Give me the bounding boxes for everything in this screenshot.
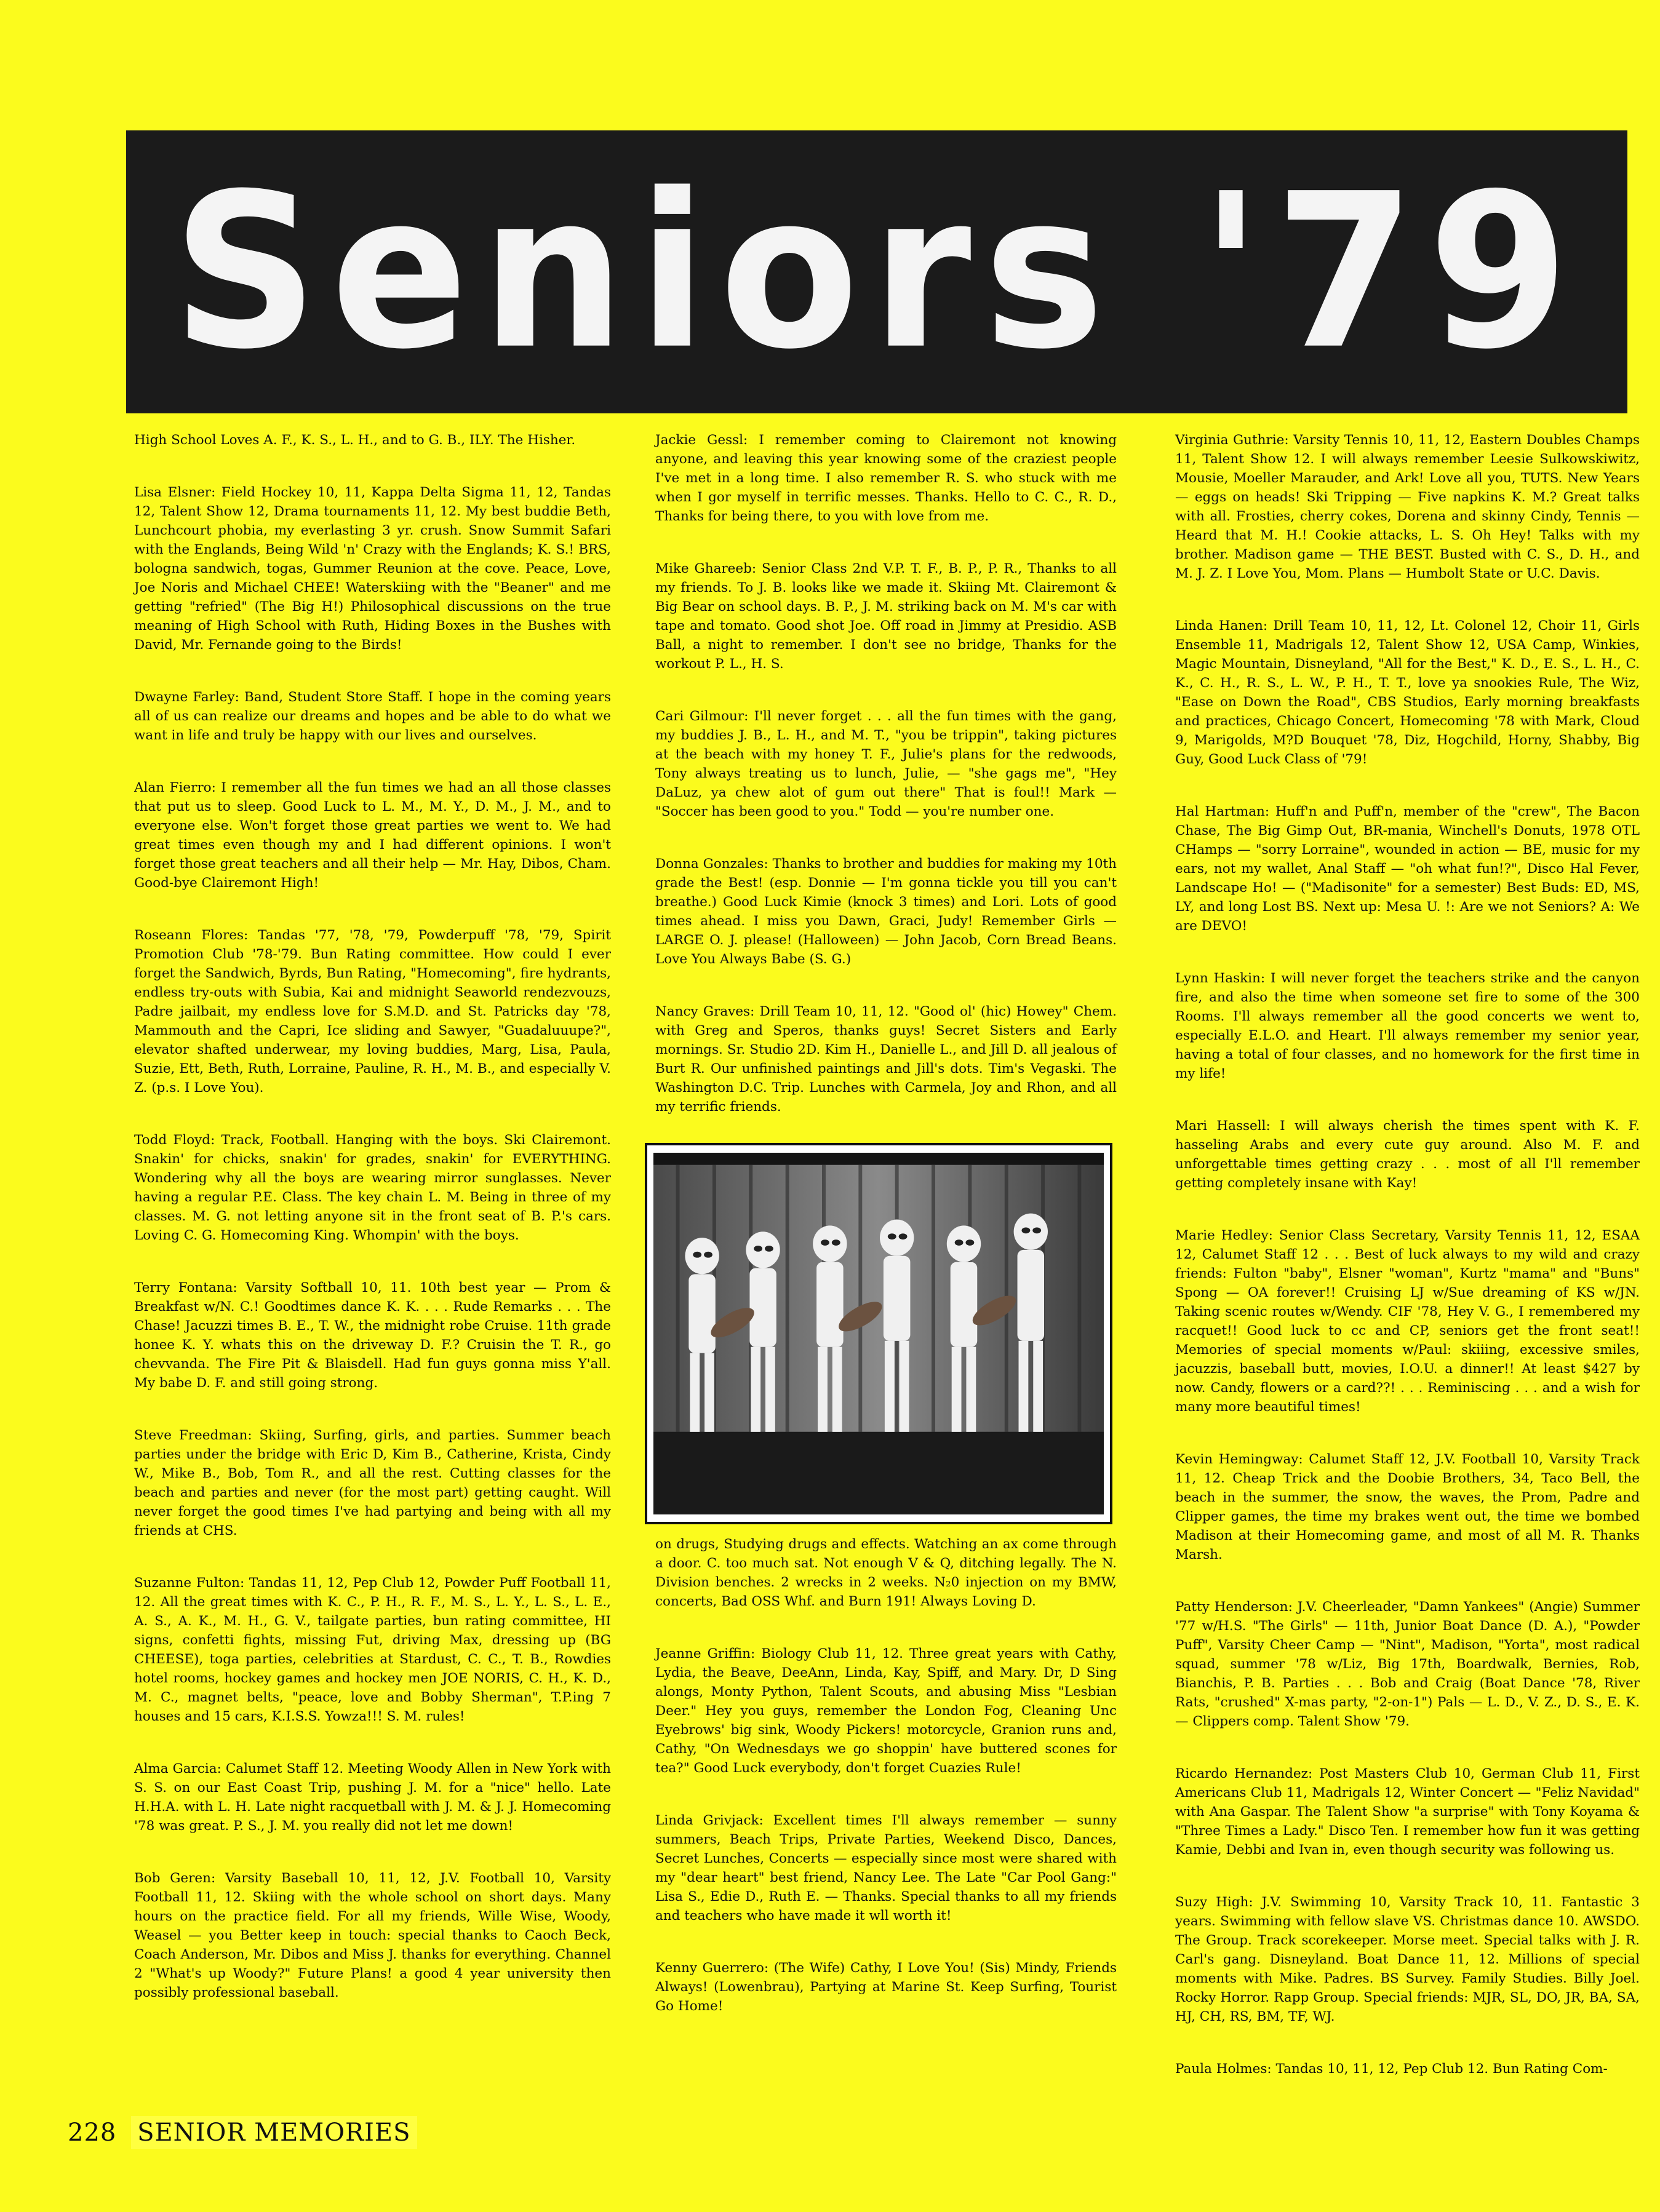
memory-entry: Ricardo Hernandez: Post Masters Club 10, German Club 11, First Americans Club 11, Madrigals 12, Winter Concert — "Feliz Navidad" with Ana Gaspar. The Talent Show "a surprise" with Tony Koyama & "Three Times a Lady." Disco Ten. I remember how fun it was getting Kamie, Debbi and Ivan in, even though security was following us. — [1175, 1766, 1640, 1858]
memory-entry: Virginia Guthrie: Varsity Tennis 10, 11, 12, Eastern Doubles Champs 11, Talent Show 12. I will always remember Leesie Sulkowskiwitz, Mousie, Moeller Marauder, and Ark! Love all you, TUTS. New Years — eggs on heads! Ski Tripping — Five napkins K. M.? Great talks with all. Frosties, cherry cokes, Dorena and skinny Cindy, Tennis — Heard that M. H.! Cookie attacks, L. S. Oh Hey! Talks with my brother. Madison game — THE BEST. Busted with C. S., D. H., and M. J. Z. I Love You, Mom. Plans — Humbolt State or U.C. Davis. — [1175, 432, 1640, 581]
memory-entry: Steve Freedman: Skiing, Surfing, girls, and parties. Summer beach parties under the bridge with Eric D, Kim B., Catherine, Krista, Cindy W., Mike B., Bob, Tom R., and all the rest. Cutting classes for the beach and parties and never (for the most part) getting caught. Will never forget the good times I've had partying and being with all my friends at CHS. — [134, 1428, 611, 1538]
column-1 — [134, 431, 611, 2035]
column-3 — [1175, 431, 1640, 2112]
memory-entry: Hal Hartman: Huff'n and Puff'n, member of the "crew", The Bacon Chase, The Big Gimp Out, BR-mania, Winchell's Donuts, 1978 OTL CHamps — "sorry Lorraine", wounded in action — BE, music for my ears, not my wallet, Anal Staff — "oh what fun!?", Disco Hal Fever, Landscape Ho! — ("Madisonite" for a semester) Best Buds: ED, MS, LY, and long Lost BS. Next up: Mesa U. !: Are we not Seniors? A: We are DEVO! — [1175, 804, 1640, 934]
page-footer — [68, 2116, 417, 2149]
memory-entry: on drugs, Studying drugs and effects. Watching an ax come through a door. C. too much sat. Not enough V & Q, ditching legally. The N. Division benches. 2 wrecks in 2 weeks. N₂0 injection on my BMW, concerts, Bad OSS Whf. and Burn 191! Always Loving D. — [655, 1537, 1117, 1609]
column-2-continued — [655, 1535, 1117, 2049]
memory-entry: Jackie Gessl: I remember coming to Clairemont not knowing anyone, and leaving this year knowing some of the craziest people I've met in a long time. I also remember R. S. who stuck with me when I gor myself in terrific messes. Thanks. Hello to C. C., R. D., Thanks for being there, to you with love from me. — [655, 432, 1117, 524]
memory-entry: Patty Henderson: J.V. Cheerleader, "Damn Yankees" (Angie) Summer '77 w/H.S. "The Girls" — 11th, Junior Boat Dance (D. A.), "Powder Puff", Varsity Cheer Camp — "Nint", Madison, "Yorta", most radical squad, summer '78 w/Liz, Big 17th, Boardwalk, Bernies, Rob, Bianchis, P. B. Parties . . . Bob and Craig (Boat Dance '78, River Rats, "crushed" X-mas party, "2-on-1") Pals — L. D., V. Z., D. S., E. K. — Clippers comp. Talent Show '79. — [1175, 1599, 1640, 1729]
photo-image — [653, 1153, 1104, 1514]
memory-entry: Kenny Guerrero: (The Wife) Cathy, I Love You! (Sis) Mindy, Friends Always! (Lowenbrau), Partying at Marine St. Keep Surfing, Tourist Go Home! — [655, 1960, 1117, 2014]
column-2 — [655, 431, 1117, 1202]
memory-entry: Donna Gonzales: Thanks to brother and buddies for making my 10th grade the Best! (esp. Donnie — I'm gonna tickle you till you can't breathe.) Good Luck Kimie (knock 3 times) and Lori. Lots of good times ahead. I miss you Dawn, Graci, Judy! Remember Girls — LARGE O. J. please! (Halloween) — John Jacob, Corn Bread Beans. Love You Always Babe (S. G.) — [655, 856, 1117, 967]
title-banner — [126, 130, 1627, 413]
memory-entry: Terry Fontana: Varsity Softball 10, 11. 10th best year — Prom & Breakfast w/N. C.! Goodtimes dance K. K. . . . Rude Remarks . . . The Chase! Jacuzzi times B. E., T. W., the midnight robe Cruise. 11th grade honee K. Y. whats this on the driveway D. F.? Cruisin the T. R., go chevvanda. The Fire Pit & Blaisdell. Had fun guys gonna miss Y'all. My babe D. F. and still going strong. — [134, 1280, 611, 1391]
dancers-illustration — [653, 1153, 1104, 1514]
memory-entry: Lisa Elsner: Field Hockey 10, 11, Kappa Delta Sigma 11, 12, Tandas 12, Talent Show 12, Drama tournaments 11, 12. My best buddie Beth, Lunchcourt phobia, my everlasting 3 yr. crush. Snow Summit Safari with the Englands, Being Wild 'n' Crazy with the Englands; K. S.! BRS, bologna sandwich, togas, Gummer Reunion at the cove. Peace, Love, Joe Noris and Michael CHEE! Waterskiing with the "Beaner" and me getting "refried" (The Big H!) Philosophical discussions on the true meaning of High School with Ruth, Hiding Boxes in the Bushes with David, Mr. Fernande going to the Birds! — [134, 485, 611, 653]
memory-entry: Roseann Flores: Tandas '77, '78, '79, Powderpuff '78, '79, Spirit Promotion Club '78-'79. Bun Rating committee. How could I ever forget the Sandwich, Byrds, Bun Rating, "Homecoming", fire hydrants, endless try-outs with Subia, Kai and midnight Seaworld rendezvouzs, Padre jailbait, my endless love for S.M.D. and St. Patricks day '78, Mammouth and the Capri, Ice sliding and Sawyer, "Guadaluuupe?", elevator shafted underwear, my loving buddies, Marg, Lisa, Paula, Suzie, Ett, Beth, Ruth, Lorraine, Pauline, R. H., M. B., and especially V. Z. (p.s. I Love You). — [134, 928, 611, 1096]
memory-entry: Suzanne Fulton: Tandas 11, 12, Pep Club 12, Powder Puff Football 11, 12. All the great times with K. C., P. H., R. F., M. S., L. Y., L. S., L. E., A. S., A. K., M. H., G. V., tailgate parties, bun rating committee, HI signs, confetti fights, missing Fut, driving Max, dressing up (BG CHEESE), toga parties, celebrities at Stardust, C. C., T. B., Rowdies hotel rooms, hockey games and hockey men JOE NORIS, C. H., K. D., M. C., magnet belts, "peace, love and Bobby Sherman", T.P.ing 7 houses and 15 cars, K.I.S.S. Yowza!!! S. M. rules! — [134, 1575, 611, 1724]
memory-entry: Lynn Haskin: I will never forget the teachers strike and the canyon fire, and also the time when someone set fire to some of the 300 Rooms. I'll always remember all the good concerts we went to, especially E.L.O. and Heart. I'll always remember my senior year, having a total of four classes, and no homework for the first time in my life! — [1175, 971, 1640, 1081]
memory-entry: Mari Hassell: I will always cherish the times spent with K. F. hasseling Arabs and every cute guy around. Also M. F. and unforgettable times getting crazy . . . most of all I'll remember getting completely insane with Kay! — [1175, 1118, 1640, 1191]
page-number: 228 — [68, 2119, 117, 2147]
memory-entry: Paula Holmes: Tandas 10, 11, 12, Pep Club 12. Bun Rating Com- — [1175, 2061, 1608, 2077]
memory-entry: Alma Garcia: Calumet Staff 12. Meeting Woody Allen in New York with S. S. on our East Coast Trip, pushing J. M. for a "nice" hello. Late H.H.A. with L. H. Late night racquetball with J. M. & J. J. Homecoming '78 was great. P. S., J. M. you really did not let me down! — [134, 1761, 611, 1834]
memory-entry: Linda Grivjack: Excellent times I'll always remember — sunny summers, Beach Trips, Private Parties, Weekend Disco, Dances, Secret Lunches, Concerts — especially since most were shared with my "dear heart" best friend, Nancy Lee. The Late "Car Pool Gang:" Lisa S., Edie D., Ruth E. — Thanks. Special thanks to all my friends and teachers who have made it wll worth it! — [655, 1813, 1117, 1924]
memory-entry: Cari Gilmour: I'll never forget . . . all the fun times with the gang, my buddies J. B., L. H., and M. T., "you be trippin", taking pictures at the beach with my honey T. F., Julie's plans for the redwoods, Tony always treating us to lunch, Julie, — "she gags me", "Hey DaLuz, ya chew alot of gum out there" That is foul!! Mark — "Soccer has been good to you." Todd — you're number one. — [655, 709, 1117, 819]
page-title: Seniors '79 — [172, 148, 1582, 396]
memory-entry: Suzy High: J.V. Swimming 10, Varsity Track 10, 11. Fantastic 3 years. Swimming with fellow slave VS. Christmas dance 10. AWSDO. The Group. Track scorekeeper. Morse meet. Special talks with J. R. Carl's gang. Disneyland. Boat Dance 11, 12. Millions of special moments with Mike. Padres. BS Survey. Family Studies. Billy Joel. Rocky Horror. Rapp Group. Special friends: MJR, SL, DO, JR, BA, SA, HJ, CH, RS, BM, TF, WJ. — [1175, 1895, 1640, 2024]
memory-entry: Todd Floyd: Track, Football. Hanging with the boys. Ski Clairemont. Snakin' for chicks, snakin' for grades, snakin' for EVERYTHING. Wondering why all the boys are wearing mirror sunglasses. Never having a regular P.E. Class. The key chain L. M. Being in three of my classes. M. G. not letting anyone sit in the front seat of B. P.'s cars. Loving C. G. Homecoming King. Whompin' with the boys. — [134, 1132, 611, 1243]
memory-entry: Marie Hedley: Senior Class Secretary, Varsity Tennis 11, 12, ESAA 12, Calumet Staff 12 . . . Best of luck always to my wild and crazy friends: Fulton "baby", Elsner "woman", Kurtz "mama" and "Buns" Spong — OA forever!! Cruising LJ w/Sue dreaming of KS w/JN. Taking scenic routes w/Wendy. CIF '78, Hey V. G., I remembered my racquet!! Good luck to cc and CP, seniors get the front seat!! Memories of special moments w/Paul: skiiing, excessive smiles, jacuzzis, baseball butt, movies, I.O.U. a dinner!! At least $427 by now. Candy, flowers or a card??! . . . Reminiscing . . . and a wish for many more beautiful times! — [1175, 1228, 1640, 1415]
memory-entry: Kevin Hemingway: Calumet Staff 12, J.V. Football 10, Varsity Track 11, 12. Cheap Trick and the Doobie Brothers, 34, Taco Bell, the beach in the summer, the snow, the waves, the Prom, Padre and Clipper games, the time my brakes went out, the time we bombed Madison at their Homecoming game, and most of all M. R. Thanks Marsh. — [1175, 1452, 1640, 1562]
memory-entry: Mike Ghareeb: Senior Class 2nd V.P. T. F., B. P., P. R., Thanks to all my friends. To J. B. looks like we made it. Skiing Mt. Clairemont & Big Bear on school days. B. P., J. M. striking back on M. M's car with tape and tomato. Good shot Joe. Off road in Jimmy at Presidio. ASB Ball, a night to remember. I don't see no bridge, Thanks for the workout P. L., H. S. — [655, 561, 1117, 672]
memory-entry: Nancy Graves: Drill Team 10, 11, 12. "Good ol' (hic) Howey" Chem. with Greg and Speros, thanks guys! Secret Sisters and Early mornings. Sr. Studio 2D. Kim H., Danielle L., and Jill D. all jealous of Burt R. Our unfinished paintings and Jill's dots. Tim's Vegaski. The Washington D.C. Trip. Lunches with Carmela, Joy and Rhon, and all my terrific friends. — [655, 1004, 1117, 1115]
dancers-photo — [645, 1143, 1112, 1524]
memory-entry: Alan Fierro: I remember all the fun times we had an all those classes that put us to sleep. Good Luck to L. M., M. Y., D. M., J. M., and to everyone else. Won't forget those great parties we went to. We had great times even though my and I had different opinions. I won't forget those great teachers and all their help — Mr. Hay, Dibos, Cham. Good-bye Clairemont High! — [134, 780, 611, 891]
memory-entry: Dwayne Farley: Band, Student Store Staff. I hope in the coming years all of us can realize our dreams and hopes and be able to do what we want in life and truly be happy with our lives and ourselves. — [134, 690, 611, 743]
memory-entry: Jeanne Griffin: Biology Club 11, 12. Three great years with Cathy, Lydia, the Beave, DeeAnn, Linda, Kay, Spiff, and Mary. Dr, D Sing alongs, Monty Python, Talent Scouts, and abusing Miss "Lesbian Deer." Hey you guys, remember the London Fog, Cleaning Unc Eyebrows' big sink, Woody Pickers! motorcycle, Granion runs and, Cathy, "On Wednesdays we go shoppin' have buttered scones for tea?" Good Luck everybody, don't forget Cuazies Rule! — [655, 1646, 1117, 1776]
section-title: SENIOR MEMORIES — [131, 2116, 417, 2149]
memory-entry: High School Loves A. F., K. S., L. H., and to G. B., ILY. The Hisher. — [134, 432, 576, 448]
memory-entry: Bob Geren: Varsity Baseball 10, 11, 12, J.V. Football 10, Varsity Football 11, 12. Skiing with the whole school on short days. Many hours on the practice field. For all my friends, Wille Wise, Woody, Weasel — you Better keep in touch: special thanks to Caoch Beck, Coach Anderson, Mr. Dibos and Miss J. thanks for everything. Channel 2 "What's up Woody?" Future Plans! a good 4 year university then possibly professional baseball. — [134, 1871, 611, 2000]
memory-entry: Linda Hanen: Drill Team 10, 11, 12, Lt. Colonel 12, Choir 11, Girls Ensemble 11, Madrigals 12, Talent Show 12, USA Camp, Winkies, Magic Mountain, Disneyland, "All for the Best," K. D., E. S., L. H., C. K., C. H., R. S., L. W., P. H., T. T., love ya snookies Rule, The Wiz, "Ease on Down the Road", CBS Studios, Early morning breakfasts and practices, Chicago Concert, Homecoming '78 with Mark, Cloud 9, Marigolds, M?D Bouquet '78, Diz, Hogchild, Horny, Shabby, Big Guy, Good Luck Class of '79! — [1175, 618, 1640, 767]
